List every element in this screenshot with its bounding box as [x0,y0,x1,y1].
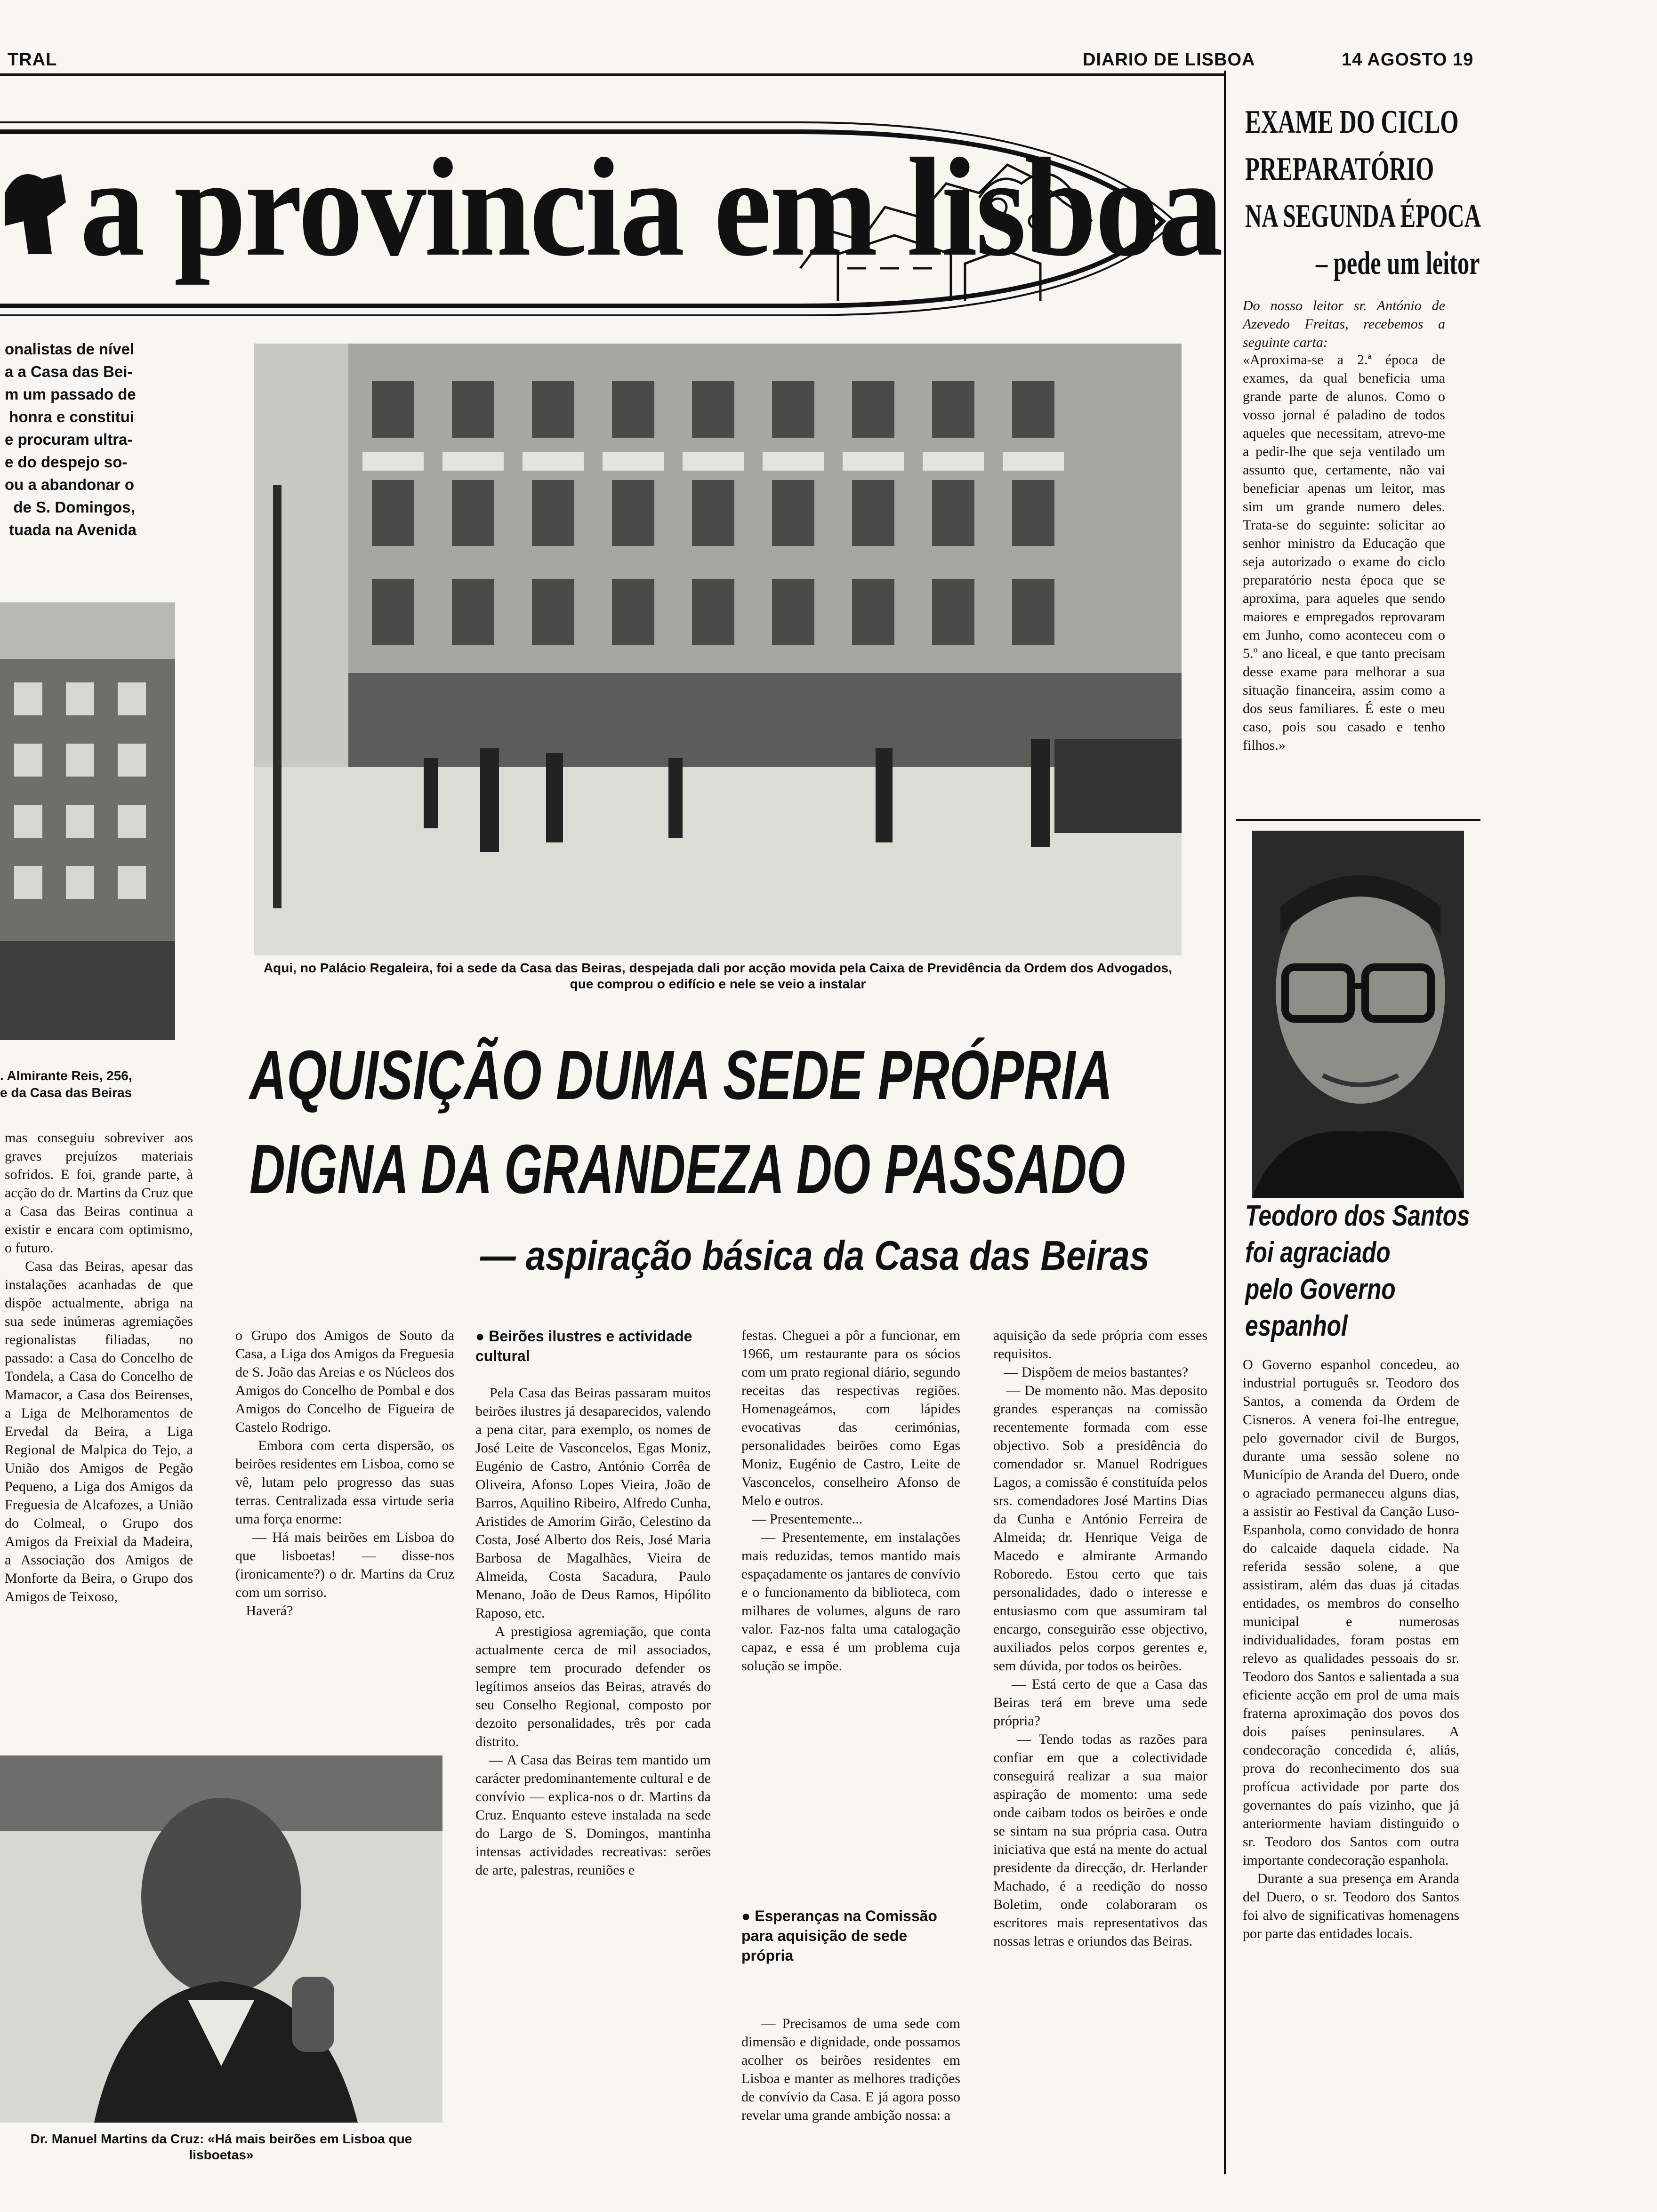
sidebar-rule [1236,819,1480,821]
issue-date: 14 AGOSTO 19 [1342,50,1474,70]
header-section-label: TRAL [8,50,57,70]
col3-subhead: ● Esperanças na Comissão para aquisição de sede própria [741,1907,937,1964]
main-column-3: festas. Cheguei a pôr a funcionar, em 1966, um restaurante para os sócios com um prato regional diário, segundo receitas das respectivas regiões. Homenageámos, com lápides evocativas das cerimónias, personalidades beirões como Egas Moniz, Eugénio de Castro, Leite de Vasconcelos, conselheiro Afonso de Melo e outros. — Presentemente... — Presentemente, em instalações mais reduzidas, temos mantido mais espaçadamente os jantares de convívio e o funcionamento da biblioteca, com milhares de volumes, alguns de raro valor. Faz-nos falta uma catalogação capaz, e essa é um problema cuja solução se impõe. [741,1328,961,1674]
sidebar-divider [1224,71,1226,2174]
left-intro-fragment: onalistas de nível a a Casa das Bei- m um passado de honra e constitui e procuram ultra- e do despejo so- ou a abandonar o de S. Domingos, tuada na Avenida [5,340,137,538]
sidebar-body: «Aproxima-se a 2.ª época de exames, da qual beneficia uma grande parte de alunos. Como o vosso jornal é paladino de todos aqueles que necessitam, atrevo-me a pedir-lhe que seja ventilado um assunto que, certamente, não vai beneficiar apenas um leitor, mas sim um grande numero deles. Trata-se do seguinte: solicitar ao senhor ministro da Educação que seja autorizado o exame do ciclo preparatório nesta época que se aproxima, para aqueles que sendo maiores e empregados reprovaram em Junho, como aconteceu com o 5.º ano liceal, e que tanto precisam desse exame para melhorar a sua situação financeira, assim como a dos seus familiares. É este o meu caso, pois sou casado e tenho filhos.» [1243,352,1449,753]
banner [0,113,1222,315]
banner-title: a provincia em lisboa [80,129,1222,285]
bullet-icon: ● [475,1328,489,1345]
left-body-fragment: mas conseguiu sobreviver aos graves prejuízos materiais sofridos. E foi, grande parte, à acção do dr. Martins da Cruz que a Casa das Beiras continua a existir e encara com optimismo, o futuro. Casa das Beiras, apesar das instalações acanhadas de que dispõe actualmente, abriga na sua sede inúmeras agremiações regionalistas filiadas, no passado: a Casa do Concelho de Tondela, a Casa do Concelho de Mamacor, a Casa dos Beirenses, a Liga de Melhoramentos de Ervedal da Beira, a Liga Regional de Malpica do Tejo, a União dos Amigos de Pegão Pequeno, a Liga dos Amigos da Freguesia de Alcafozes, a União do Colmeal, o Grupo dos Amigos da Freixial da Madeira, a Associação dos Amigos de Monforte da Beira, o Grupo dos Amigos de Teixoso, [5,1130,193,1604]
main-column-3-continued: — Precisamos de uma sede com dimensão e dignidade, onde possamos acolher os beirões residentes em Lisboa e manter as melhores tradições de convívio da Casa. E já agora posso revelar uma grande ambição nossa: a [741,2016,964,2123]
headline-line-2: DIGNA DA GRANDEZA DO PASSADO [249,1130,1126,1208]
header-rule [0,73,1224,76]
main-column-2: Pela Casa das Beiras passaram muitos beirões ilustres já desaparecidos, valendo a pena citar, para exemplo, os nomes de José Leite de Vasconcelos, Egas Moniz, Eugénio de Castro, António Corrêa de Oliveira, Afonso Lopes Vieira, João de Barros, Aquilino Ribeiro, Alfredo Cunha, Aristides de Amorim Girão, Celestino da Costa, José Alberto dos Reis, José Maria Barbosa de Magalhães, Vieira de Almeida, Costa Sacadura, Paulo Menano, João de Deus Ramos, Hipólito Raposo, etc. A prestigiosa agremiação, que conta actualmente cerca de mil associados, sempre tem procurado defender os legítimos anseios das Beiras, através do seu Conselho Regional, composto por dezoito personalidades, três por cada distrito. — A Casa das Beiras tem mantido um carácter predominantemente cultural e de convívio — explica-nos o dr. Martins da Cruz. Enquanto esteve instalada na sede do Largo de S. Domingos, mantinha intensas actividades recreativas: serões de arte, palestras, reuniões e [475,1385,711,1878]
martins-da-cruz-photo [0,1755,442,2123]
portrait-article-title: Teodoro dos Santos foi agraciado pelo Governo espanhol [1245,1200,1470,1342]
left-photo-caption: . Almirante Reis, 256, e da Casa das Beiras [0,1068,132,1100]
portrait-article-body: O Governo espanhol concedeu, ao industrial português sr. Teodoro dos Santos, a comenda da Ordem de Cisneros. A venera foi-lhe entregue, pelo governador civil de Burgos, durante uma sessão solene no Município de Aranda del Duero, onde o agraciado permaneceu alguns dias, a assistir ao Festival da Canção Luso-Espanhola, como convidado de honra do calcaide daquela cidade. Na referida sessão solene, a que assistiram, além das duas já citadas entidades, os membros do conselho municipal e numerosas individualidades, foram postas em relevo as qualidades pessoais do sr. Teodoro dos Santos e salientada a sua eficiente acção em prol de uma mais fraterna aproximação dos povos dos dois países peninsulares. A condecoração concedida é, aliás, prova do reconhecimento dos sua profícua actividade por parte dos governantes do país vizinho, que já anteriormente haviam distinguido o sr. Teodoro dos Santos com outra importante condecoração espanhola. Durante a sua presença em Aranda del Duero, o sr. Teodoro dos Santos foi alvo de significativas homenagens por parte das entidades locais. [1243,1357,1459,1941]
main-photo-caption: Aqui, no Palácio Regaleira, foi a sede da Casa das Beiras, despejada dali por acção movida pela Caixa de Previdência da Ordem dos Advogados, que comprou o edifício e nele se veio a instalar [263,961,1173,991]
sidebar-title: EXAME DO CICLO PREPARATÓRIO NA SEGUNDA ÉPOCA – pede um leitor [1245,104,1481,281]
left-building-photo [0,602,175,1040]
bottom-photo-caption: Dr. Manuel Martins da Cruz: «Há mais beirões em Lisboa que lisboetas» [30,2132,412,2162]
newspaper-name: DIARIO DE LISBOA [1083,50,1255,70]
horse-statue-drawing [5,174,66,254]
main-column-4: aquisição da sede própria com esses requisitos. — Dispõem de meios bastantes? — De momento não. Mas deposito grandes esperanças na comissão recentemente formada com esse objectivo. Sob a presidência do comendador sr. Manuel Rodrigues Lagos, a comissão é constituída pelos srs. comendadores José Martins Dias da Cunha e António Ferreira de Almeida; dr. Henrique Veiga de Macedo e almirante Armando Roboredo. Estou certo que tais personalidades, dado o interesse e entusiasmo com que assumiram tal encargo, conseguirão esse objectivo, auxiliados pelos corpos gerentes e, sem dúvida, por todos os beirões. — Está certo de que a Casa das Beiras terá em breve uma sede própria? — Tendo todas as razões para confiar em que a colectividade conseguirá realizar a sua maior aspiração de momento: uma sede onde caibam todos os beirões e onde se sintam na sua própria casa. Outra iniciativa que está na mente do actual presidente da direcção, dr. Herlander Machado, é a reedição do nosso Boletim, onde colaboraram os escritores mais representativos das nossas letras e oriundos das Beiras. [993,1328,1208,1949]
teodoro-dos-santos-portrait [1252,831,1464,1198]
palacio-regaleira-photo [254,344,1182,955]
bullet-icon: ● [741,1907,755,1924]
headline-subtitle: — aspiração básica da Casa das Beiras [480,1232,1150,1279]
main-column-1: o Grupo dos Amigos de Souto da Casa, a Liga dos Amigos da Freguesia de S. João das Areias e os Núcleos dos Amigos do Concelho de Pombal e dos Amigos do Concelho de Figueira de Castelo Rodrigo. Embora com certa dispersão, os beirões residentes em Lisboa, como se vê, lutam pelo progresso das suas terras. Centralizada essa virtude seria uma força enorme: — Há mais beirões em Lisboa do que lisboetas! — disse-nos (ironicamente?) o dr. Martins da Cruz com um sorriso. Haverá? [235,1328,455,1619]
sidebar-intro: Do nosso leitor sr. António de Azevedo Freitas, recebemos a seguinte carta: [1243,298,1449,350]
headline-line-1: AQUISIÇÃO DUMA SEDE PRÓPRIA [249,1036,1113,1114]
col2-subhead: ● Beirões ilustres e actividade cultural [475,1328,692,1364]
